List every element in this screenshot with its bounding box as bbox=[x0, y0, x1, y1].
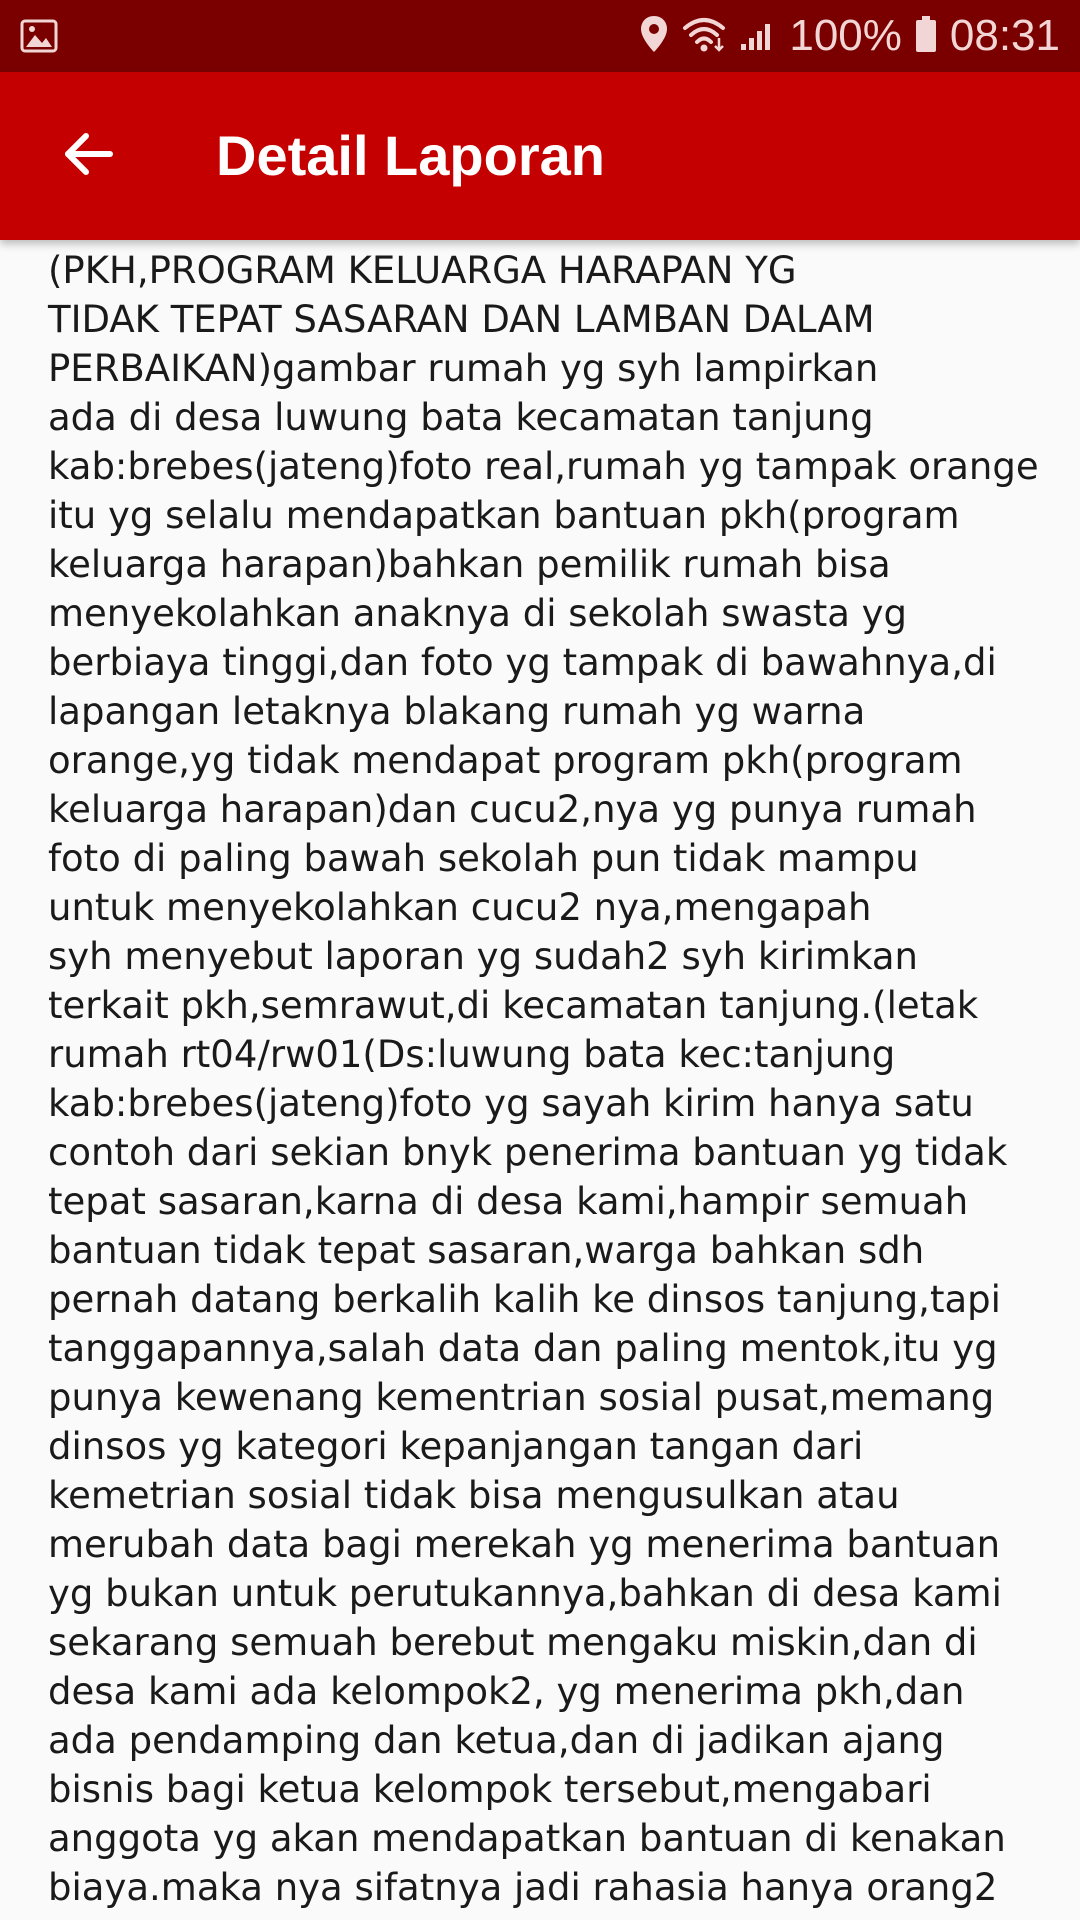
clock: 08:31 bbox=[949, 11, 1060, 60]
signal-icon bbox=[739, 14, 777, 59]
status-bar bbox=[0, 0, 1080, 72]
page-title: Detail Laporan bbox=[216, 124, 605, 187]
report-body-text: (PKH,PROGRAM KELUARGA HARAPAN YG TIDAK TEPAT SASARAN DAN LAMBAN DALAM PERBAIKAN)gambar rumah yg syh lampirkan ada di desa luwung bata kecamatan tanjung kab:brebes(jateng)foto real,rumah yg tampak orange itu yg selalu mendapatkan bantuan pkh(program keluarga harapan)bahkan pemilik rumah bisa menyekolahkan anaknya di sekolah swasta yg berbiaya tinggi,dan foto yg tampak di bawahnya,di lapangan letaknya blakang rumah yg warna orange,yg tidak mendapat program pkh(program keluarga harapan)dan cucu2,nya yg punya rumah foto di paling bawah sekolah pun tidak mampu untuk menyekolahkan cucu2 nya,mengapah syh menyebut laporan yg sudah2 syh kirimkan terkait pkh,semrawut,di kecamatan tanjung.(letak rumah rt04/rw01(Ds:luwung bata kec:tanjung kab:brebes(jateng)foto yg sayah kirim hanya satu contoh dari sekian bnyk penerima bantuan yg tidak tepat sasaran,karna di desa kami,hampir semuah bantuan tidak tepat sasaran,warga bahkan sdh pernah datang berkalih kalih ke dinsos tanjung,tapi tanggapannya,salah data dan paling mentok,itu yg punya kewenang kementrian sosial pusat,memang dinsos yg kategori kepanjangan tangan dari kemetrian sosial tidak bisa mengusulkan atau merubah data bagi merekah yg menerima bantuan yg bukan untuk perutukannya,bahkan di desa kami sekarang semuah berebut mengaku miskin,dan di desa kami ada kelompok2, yg menerima pkh,dan ada pendamping dan ketua,dan di jadikan ajang bisnis bagi ketua kelompok tersebut,mengabari anggota yg akan mendapatkan bantuan di kenakan biaya.maka nya sifatnya jadi rahasia hanya orang2 bbox=[48, 249, 1039, 1909]
app-bar bbox=[0, 72, 1080, 240]
location-icon bbox=[639, 14, 669, 59]
status-indicators bbox=[639, 0, 1060, 72]
wifi-icon bbox=[681, 14, 727, 59]
report-content[interactable] bbox=[0, 240, 1080, 1920]
arrow-back-icon bbox=[60, 126, 116, 187]
back-button[interactable] bbox=[40, 108, 136, 204]
battery-percent: 100% bbox=[789, 11, 902, 60]
battery-icon bbox=[914, 14, 938, 59]
image-icon bbox=[20, 17, 58, 55]
